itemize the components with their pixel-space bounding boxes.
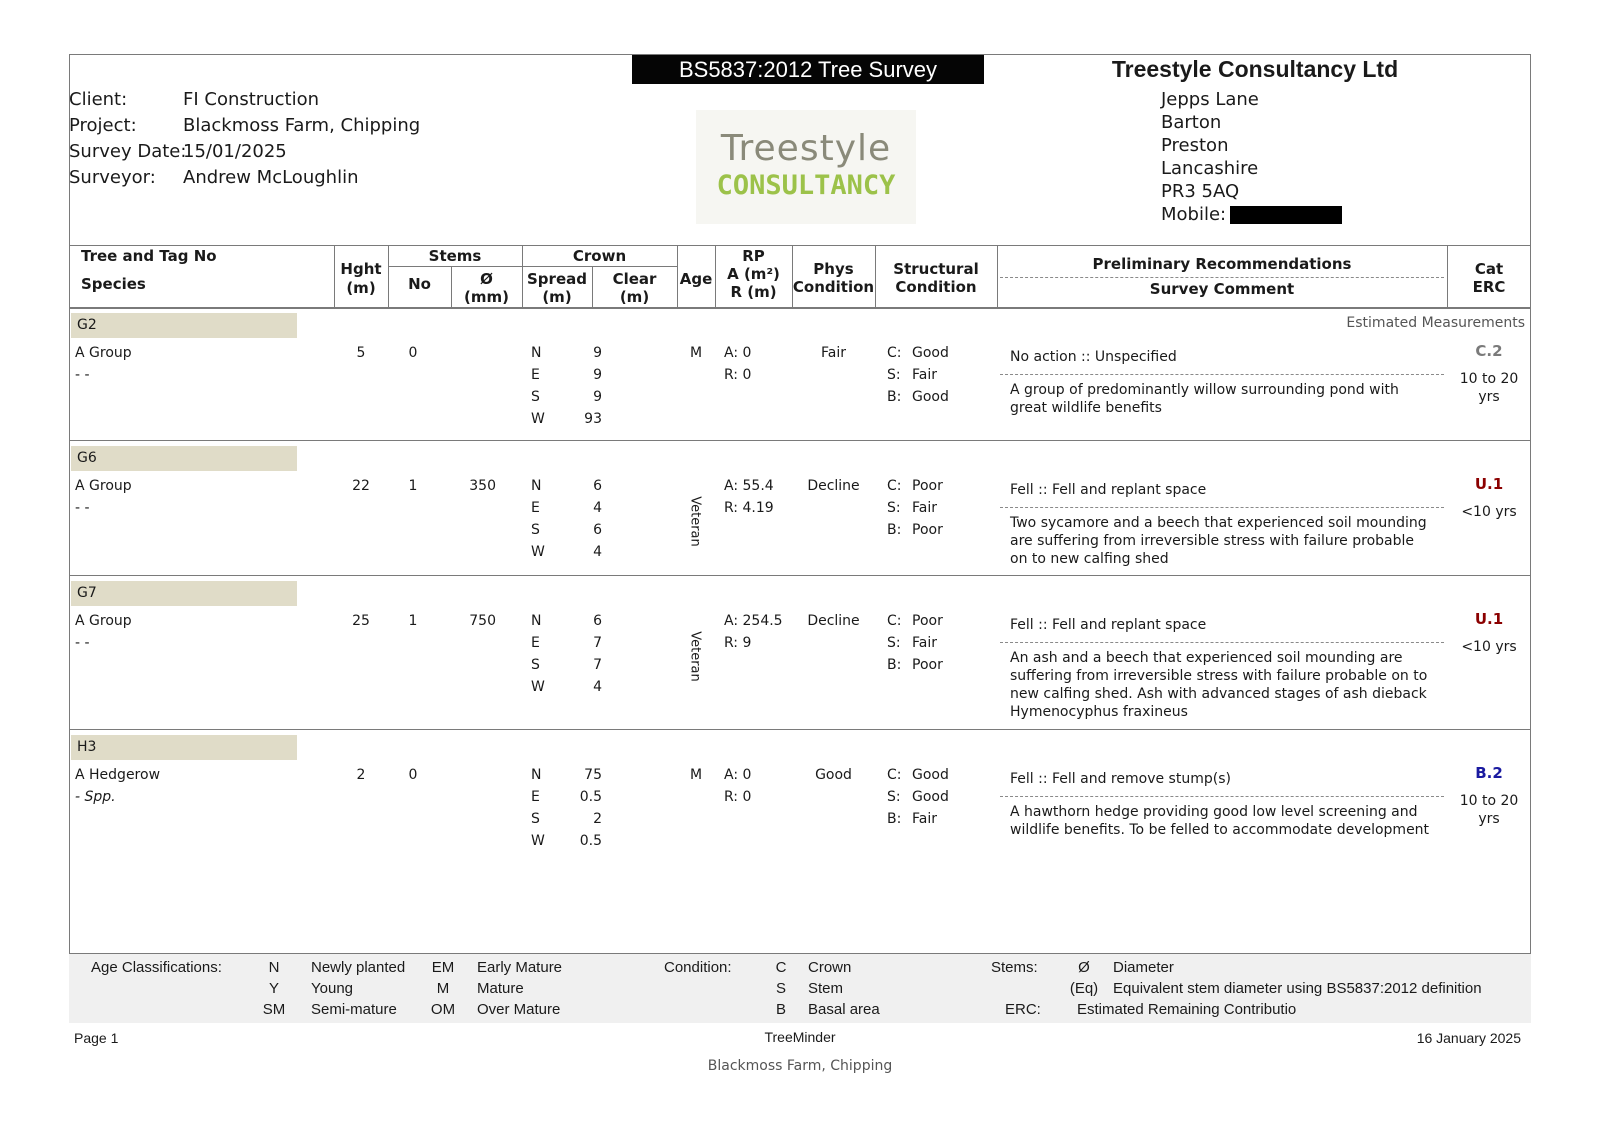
tree-phys: Good xyxy=(815,767,852,783)
legend-age-desc: Early Mature xyxy=(477,959,563,976)
col-height: Hght xyxy=(340,260,382,278)
struct-code: S: xyxy=(887,500,901,516)
spread-dir: E xyxy=(531,635,540,651)
col-spread: Spread xyxy=(527,270,587,288)
legend-age-code: SM xyxy=(262,1001,286,1018)
struct-value: Poor xyxy=(912,478,943,494)
tree-rp-a: A: 254.5 xyxy=(724,613,783,629)
tree-recommendation: No action :: Unspecified xyxy=(1010,349,1177,365)
col-prelim-recs: Preliminary Recommendations xyxy=(1092,255,1352,273)
legend-cond-desc: Basal area xyxy=(808,1001,880,1018)
tree-tag: G2 xyxy=(71,313,297,338)
legend-age-code: M xyxy=(436,980,450,997)
tree-erc: 10 to 20 yrs xyxy=(1459,371,1519,405)
legend-erc-title: ERC: xyxy=(1005,1001,1041,1018)
spread-dir: W xyxy=(531,679,545,695)
legend-cond-code: B xyxy=(775,1001,786,1018)
footer-date: 16 January 2025 xyxy=(1416,1030,1521,1046)
tree-cat: C.2 xyxy=(1475,342,1503,360)
col-rp-a: A (m²) xyxy=(727,265,780,283)
struct-value: Good xyxy=(912,767,949,783)
mobile-label: Mobile: xyxy=(1161,204,1227,225)
legend-age-code: Y xyxy=(268,980,279,997)
spread-dir: E xyxy=(531,500,540,516)
legend-stems-desc: Equivalent stem diameter using BS5837:2012 definition xyxy=(1113,980,1482,997)
legend-age-title: Age Classifications: xyxy=(91,959,222,976)
spread-dir: S xyxy=(531,657,540,673)
row-dash xyxy=(1000,507,1444,508)
tree-recommendation: Fell :: Fell and replant space xyxy=(1010,617,1207,633)
tree-stems-dia: 350 xyxy=(469,478,496,494)
client-value: FI Construction xyxy=(183,89,319,110)
survey-title: BS5837:2012 Tree Survey xyxy=(632,55,984,84)
tree-comment: A hawthorn hedge providing good low level screening and wildlife benefits. To be felled to accommodate development xyxy=(1010,804,1430,838)
struct-code: B: xyxy=(887,657,902,673)
tree-cat: B.2 xyxy=(1475,764,1503,782)
legend-age-desc: Young xyxy=(311,980,353,997)
row-dash xyxy=(1000,374,1444,375)
legend-cond-desc: Crown xyxy=(808,959,852,976)
date-value: 15/01/2025 xyxy=(183,141,287,162)
struct-value: Poor xyxy=(912,522,943,538)
struct-code: B: xyxy=(887,389,902,405)
spread-value: 6 xyxy=(593,613,602,629)
footer-page: Page 1 xyxy=(74,1030,119,1046)
spread-value: 0.5 xyxy=(579,789,602,805)
tree-tag: H3 xyxy=(71,735,297,760)
spread-dir: S xyxy=(531,522,540,538)
header-top-rule xyxy=(69,245,1531,246)
spread-value: 4 xyxy=(593,679,602,695)
surveyor-label: Surveyor: xyxy=(69,167,156,188)
spread-dir: N xyxy=(531,345,542,361)
tree-stems-no: 0 xyxy=(408,345,418,361)
spread-value: 6 xyxy=(593,478,602,494)
address-line: Barton xyxy=(1161,112,1222,133)
col-phys: Phys xyxy=(813,260,854,278)
struct-code: S: xyxy=(887,635,901,651)
struct-code: C: xyxy=(887,767,902,783)
col-stems-dia: Ø xyxy=(480,270,493,288)
client-label: Client: xyxy=(69,89,128,110)
tree-stems-no: 0 xyxy=(408,767,418,783)
header-dash xyxy=(1000,277,1444,278)
footer-app: TreeMinder xyxy=(764,1029,836,1045)
col-tree-tag: Tree and Tag No xyxy=(81,247,217,265)
address-line: Lancashire xyxy=(1161,158,1259,179)
tree-stems-dia: 750 xyxy=(469,613,496,629)
tree-species: A Group xyxy=(75,345,132,361)
col-structural-cond: Condition xyxy=(895,278,977,296)
struct-value: Good xyxy=(912,389,949,405)
spread-dir: W xyxy=(531,411,545,427)
spread-value: 7 xyxy=(593,635,602,651)
tree-rp-r: R: 0 xyxy=(724,367,752,383)
col-rp: RP xyxy=(742,247,765,265)
struct-value: Good xyxy=(912,345,949,361)
tree-rp-a: A: 55.4 xyxy=(724,478,774,494)
tree-species-sub: - - xyxy=(75,367,90,383)
tree-height: 25 xyxy=(352,613,370,629)
logo-text-top: Treestyle xyxy=(720,128,892,169)
tree-tag: G7 xyxy=(71,581,297,606)
struct-code: C: xyxy=(887,613,902,629)
legend-age-code: EM xyxy=(431,959,455,976)
mobile-line xyxy=(1161,203,1342,226)
tree-height: 22 xyxy=(352,478,370,494)
struct-value: Fair xyxy=(912,635,937,651)
header-bottom-rule xyxy=(69,307,1531,309)
tree-phys: Decline xyxy=(807,613,860,629)
struct-value: Poor xyxy=(912,613,943,629)
spread-value: 9 xyxy=(593,345,602,361)
tree-erc: 10 to 20 yrs xyxy=(1459,793,1519,827)
legend-age-desc: Mature xyxy=(477,980,524,997)
tree-species-sub: - - xyxy=(75,635,90,651)
legend-age-desc: Semi-mature xyxy=(311,1001,397,1018)
spread-dir: N xyxy=(531,767,542,783)
col-clear-unit: (m) xyxy=(619,288,650,306)
struct-value: Fair xyxy=(912,367,937,383)
tree-age: M xyxy=(689,345,703,361)
legend-stems-code: Ø xyxy=(1078,959,1090,976)
group-rule xyxy=(388,266,677,267)
tree-rp-a: A: 0 xyxy=(724,345,752,361)
tree-rp-r: R: 9 xyxy=(724,635,752,651)
struct-code: C: xyxy=(887,345,902,361)
legend-age-desc: Newly planted xyxy=(311,959,406,976)
tree-tag: G6 xyxy=(71,446,297,471)
spread-dir: S xyxy=(531,811,540,827)
struct-code: B: xyxy=(887,811,902,827)
tree-species-sub: - Spp. xyxy=(75,789,116,805)
col-stems-dia-unit: (mm) xyxy=(464,288,509,306)
company-address xyxy=(1161,88,1342,226)
surveyor-value: Andrew McLoughlin xyxy=(183,167,359,188)
spread-value: 9 xyxy=(593,367,602,383)
legend-cond-desc: Stem xyxy=(808,980,844,997)
col-phys-cond: Condition xyxy=(792,278,875,296)
legend-cond-code: S xyxy=(775,980,786,997)
col-age: Age xyxy=(679,270,713,288)
tree-phys: Fair xyxy=(821,345,846,361)
spread-dir: N xyxy=(531,613,542,629)
struct-value: Fair xyxy=(912,811,937,827)
tree-phys: Decline xyxy=(807,478,860,494)
tree-rp-r: R: 0 xyxy=(724,789,752,805)
tree-stems-no: 1 xyxy=(408,478,418,494)
spread-value: 4 xyxy=(593,544,602,560)
struct-value: Good xyxy=(912,789,949,805)
col-species: Species xyxy=(81,275,146,293)
legend-stems-title: Stems: xyxy=(991,959,1038,976)
tree-cat: U.1 xyxy=(1474,610,1504,628)
tree-species: A Group xyxy=(75,613,132,629)
spread-dir: E xyxy=(531,789,540,805)
col-erc: ERC xyxy=(1472,278,1506,296)
tree-stems-no: 1 xyxy=(408,613,418,629)
legend-condition-title: Condition: xyxy=(664,959,732,976)
address-line: Preston xyxy=(1161,135,1229,156)
spread-value: 6 xyxy=(593,522,602,538)
spread-value: 75 xyxy=(584,767,602,783)
row-divider xyxy=(69,575,1531,576)
struct-code: C: xyxy=(887,478,902,494)
row-dash xyxy=(1000,642,1444,643)
tree-recommendation: Fell :: Fell and remove stump(s) xyxy=(1010,771,1231,787)
spread-value: 0.5 xyxy=(579,833,602,849)
legend-age-code: OM xyxy=(430,1001,456,1018)
spread-value: 93 xyxy=(584,411,602,427)
legend-erc-desc: Estimated Remaining Contributio xyxy=(1077,1001,1297,1018)
legend-stems-desc: Diameter xyxy=(1113,959,1174,976)
spread-value: 7 xyxy=(593,657,602,673)
struct-code: B: xyxy=(887,522,902,538)
spread-dir: W xyxy=(531,544,545,560)
legend-age-code: N xyxy=(268,959,280,976)
spread-value: 2 xyxy=(593,811,602,827)
spread-dir: E xyxy=(531,367,540,383)
row-dash xyxy=(1000,796,1444,797)
struct-value: Poor xyxy=(912,657,943,673)
col-spread-unit: (m) xyxy=(542,288,572,306)
tree-age: Veteran xyxy=(687,631,703,682)
company-logo xyxy=(696,110,916,224)
tree-rp-a: A: 0 xyxy=(724,767,752,783)
tree-height: 2 xyxy=(356,767,366,783)
legend-stems-code: (Eq) xyxy=(1069,980,1099,997)
col-height-unit: (m) xyxy=(346,279,376,297)
legend-panel xyxy=(69,953,1531,1023)
struct-code: S: xyxy=(887,367,901,383)
row-divider xyxy=(69,729,1531,730)
redacted-block xyxy=(1230,206,1342,224)
address-line: Jepps Lane xyxy=(1161,89,1259,110)
tree-age: M xyxy=(689,767,703,783)
tree-species: A Group xyxy=(75,478,132,494)
spread-value: 4 xyxy=(593,500,602,516)
col-cat: Cat xyxy=(1474,260,1504,278)
col-rp-r: R (m) xyxy=(730,283,777,301)
col-survey-comment: Survey Comment xyxy=(1149,280,1295,298)
legend-age-desc: Over Mature xyxy=(477,1001,561,1018)
tree-cat: U.1 xyxy=(1474,475,1504,493)
col-stems-no: No xyxy=(408,275,431,293)
project-value: Blackmoss Farm, Chipping xyxy=(183,115,421,136)
address-line: PR3 5AQ xyxy=(1161,181,1240,202)
tree-species-sub: - - xyxy=(75,500,90,516)
spread-dir: N xyxy=(531,478,542,494)
logo-text-bottom: CONSULTANCY xyxy=(716,170,896,201)
spread-dir: W xyxy=(531,833,545,849)
tree-comment: Two sycamore and a beech that experienced soil mounding are suffering from irreversible stress with failure probable on to new calfing shed xyxy=(1010,515,1427,567)
struct-code: S: xyxy=(887,789,901,805)
struct-value: Fair xyxy=(912,500,937,516)
spread-value: 9 xyxy=(593,389,602,405)
project-label: Project: xyxy=(69,115,137,136)
tree-comment: An ash and a beech that experienced soil mounding are suffering from irreversible stress with failure probable on to new calfing shed. Ash with advanced stages of ash dieback Hymenocyphus fraxineus xyxy=(1010,650,1428,720)
col-clear: Clear xyxy=(612,270,657,288)
spread-dir: S xyxy=(531,389,540,405)
company-name: Treestyle Consultancy Ltd xyxy=(1111,56,1399,82)
tree-erc: <10 yrs xyxy=(1461,639,1517,655)
estimated-note: Estimated Measurements xyxy=(1346,315,1525,331)
tree-comment: A group of predominantly willow surrounding pond with great wildlife benefits xyxy=(1010,382,1399,416)
col-crown: Crown xyxy=(572,247,627,265)
footer-project: Blackmoss Farm, Chipping xyxy=(707,1058,893,1074)
row-divider xyxy=(69,440,1531,441)
tree-erc: <10 yrs xyxy=(1461,504,1517,520)
tree-height: 5 xyxy=(356,345,366,361)
tree-age: Veteran xyxy=(687,496,703,547)
col-structural: Structural xyxy=(893,260,979,278)
tree-species: A Hedgerow xyxy=(75,767,161,783)
tree-rp-r: R: 4.19 xyxy=(724,500,774,516)
legend-cond-code: C xyxy=(775,959,787,976)
col-stems: Stems xyxy=(428,247,482,265)
tree-recommendation: Fell :: Fell and replant space xyxy=(1010,482,1207,498)
date-label: Survey Date: xyxy=(69,141,187,162)
